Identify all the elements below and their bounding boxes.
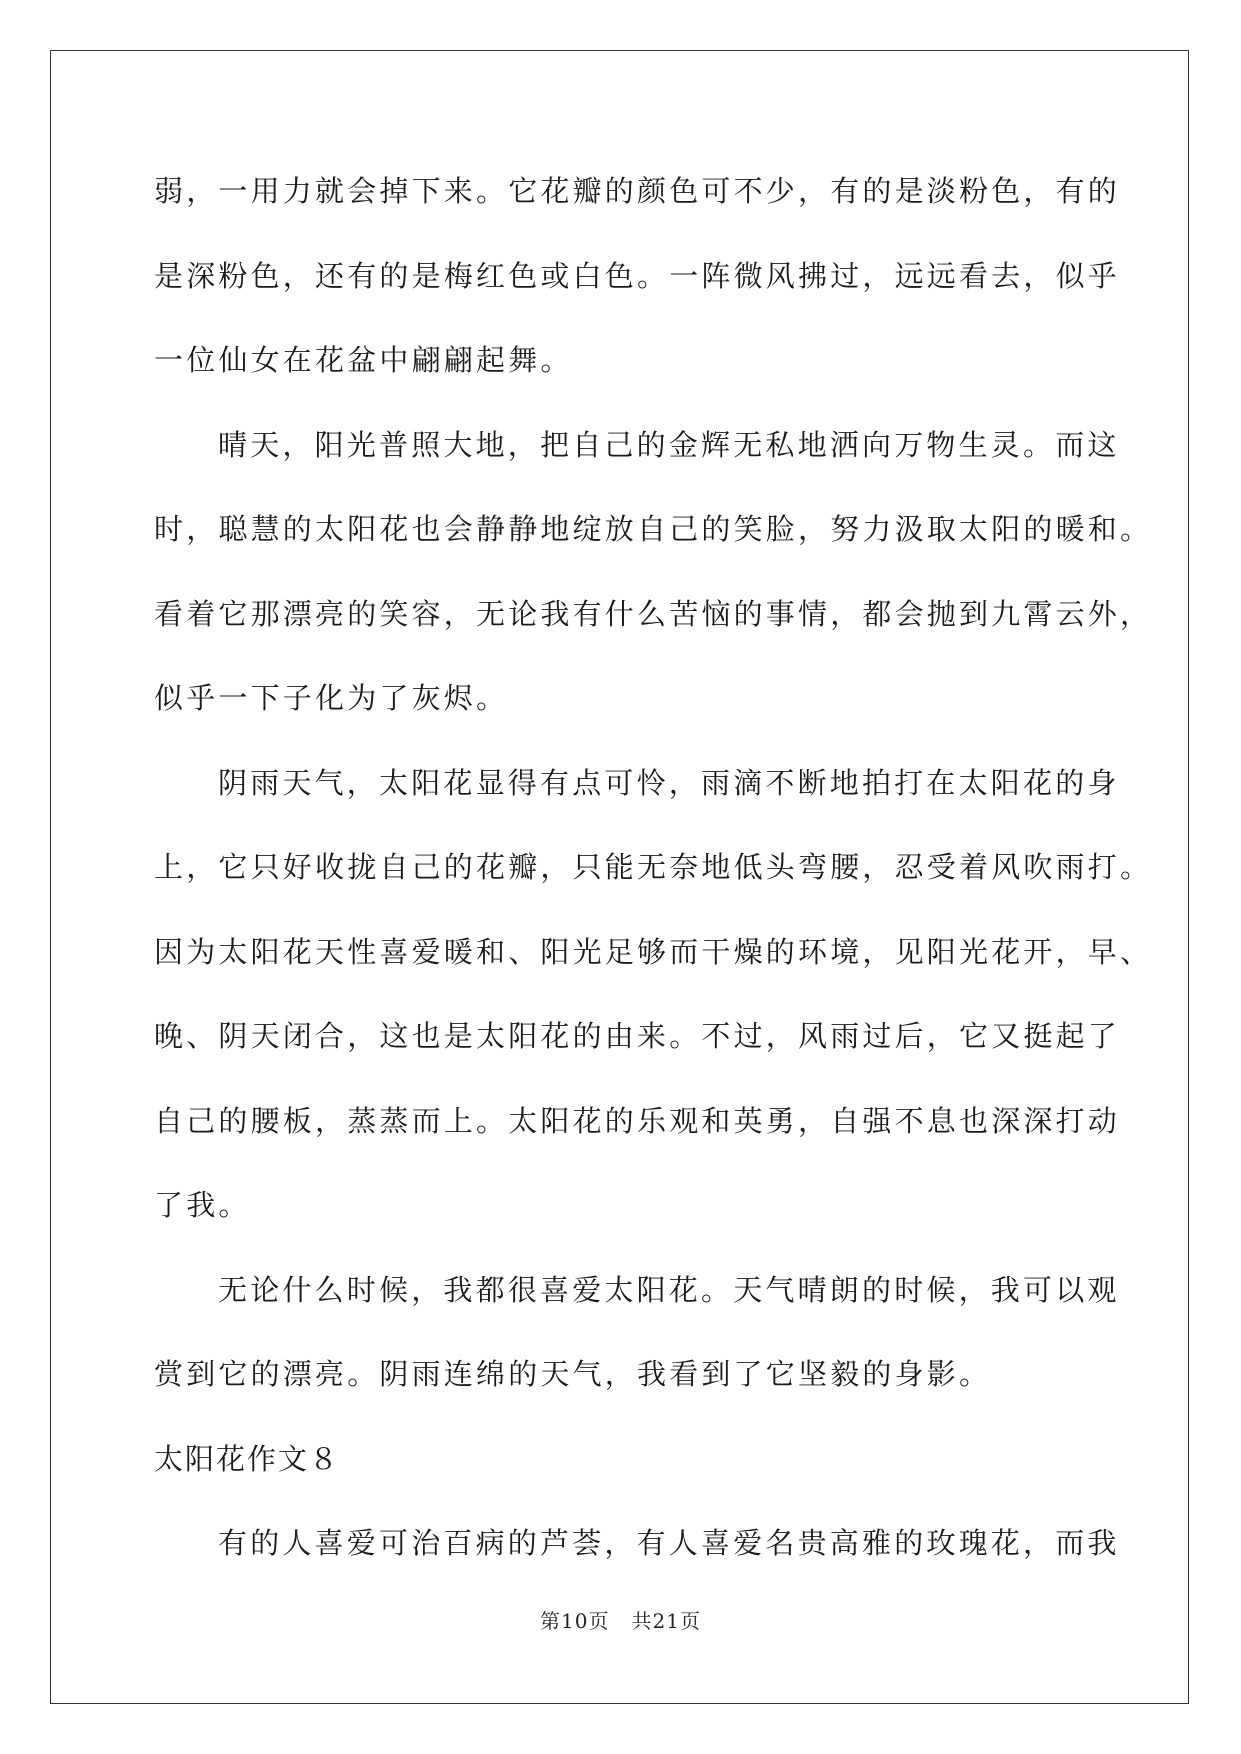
text-line: 因为太阳花天性喜爱暖和、阳光足够而干燥的环境，见阳光花开，早、 xyxy=(154,934,1153,969)
text-line: 晴天，阳光普照大地，把自己的金辉无私地洒向万物生灵。而这 xyxy=(218,427,1120,462)
text-line: 自己的腰板，蒸蒸而上。太阳花的乐观和英勇，自强不息也深深打动 xyxy=(154,1103,1121,1138)
text-line: 一位仙女在花盆中翩翩起舞。 xyxy=(154,343,573,377)
text-line: 赏到它的漂亮。阴雨连绵的天气，我看到了它坚毅的身影。 xyxy=(154,1357,992,1391)
text-line: 阴雨天气，太阳花显得有点可怜，雨滴不断地拍打在太阳花的身 xyxy=(218,765,1120,800)
page-footer xyxy=(0,1605,1241,1634)
text-line: 了我。 xyxy=(154,1188,251,1222)
page-number: 第10页 xyxy=(540,1609,610,1633)
document-body xyxy=(154,163,1153,1600)
text-line: 看着它那漂亮的笑容，无论我有什么苦恼的事情，都会抛到九霄云外， xyxy=(154,596,1153,631)
page-total: 共21页 xyxy=(631,1609,701,1633)
text-line: 上，它只好收拢自己的花瓣，只能无奈地低头弯腰，忍受着风吹雨打。 xyxy=(154,850,1153,884)
text-line: 弱，一用力就会掉下来。它花瓣的颜色可不少，有的是淡粉色，有的 xyxy=(154,174,1121,208)
section-heading: 太阳花作文８ xyxy=(154,1441,341,1476)
text-line: 无论什么时候，我都很喜爱太阳花。天气晴朗的时候，我可以观 xyxy=(218,1272,1120,1307)
text-line: 时，聪慧的太阳花也会静静地绽放自己的笑脸，努力汲取太阳的暖和。 xyxy=(154,512,1153,546)
text-line: 晚、阴天闭合，这也是太阳花的由来。不过，风雨过后，它又挺起了 xyxy=(154,1019,1121,1053)
text-line: 有的人喜爱可治百病的芦荟，有人喜爱名贵高雅的玫瑰花，而我 xyxy=(218,1526,1120,1560)
text-line: 似乎一下子化为了灰烬。 xyxy=(154,681,509,715)
text-line: 是深粉色，还有的是梅红色或白色。一阵微风拂过，远远看去，似乎 xyxy=(154,258,1121,293)
